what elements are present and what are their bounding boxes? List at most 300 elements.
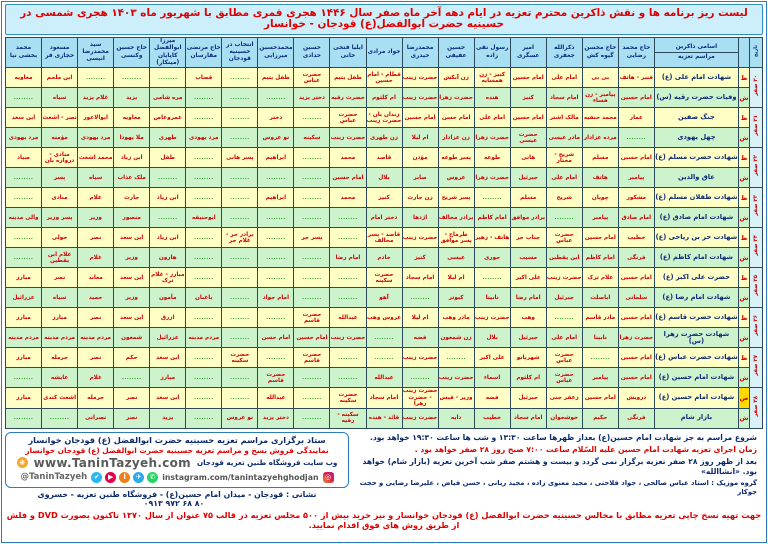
role-cell: اژدها: [402, 208, 438, 228]
role-cell: ........: [294, 388, 330, 408]
role-cell: ابن سعد: [114, 308, 150, 328]
role-cell: ........: [186, 148, 222, 168]
role-cell: حضرت سکینه: [222, 348, 258, 368]
role-cell: مردم مدینه: [78, 328, 114, 348]
role-cell: حضرت زینب: [402, 88, 438, 108]
role-cell: ........: [294, 368, 330, 388]
role-cell: امام رضا: [510, 288, 546, 308]
contact-block: [5, 432, 349, 508]
majlis-title-cell: حضرت علی اکبر (ع): [654, 268, 738, 288]
role-cell: مرد یهودی: [78, 128, 114, 148]
shift-cell: ظ: [738, 188, 749, 208]
role-cell: منصور: [114, 208, 150, 228]
performance-row: [6, 368, 763, 388]
role-cell: یزید: [150, 408, 186, 428]
role-cell: عزرائیل: [6, 288, 42, 308]
role-cell: امام حسین: [582, 228, 618, 248]
role-cell: پسر: [42, 168, 78, 188]
shift-cell: ظ: [738, 68, 749, 88]
role-cell: نو عروس: [258, 128, 294, 148]
organizer-line: ستاد برگزاری مراسم تعزیه حسینیه حضرت ابوالفضل (ع) قودجان خوانسار: [28, 434, 326, 445]
role-cell: عروس وهب: [366, 308, 402, 328]
role-cell: ........: [402, 368, 438, 388]
role-cell: ........: [546, 208, 582, 228]
role-cell: دایه: [438, 408, 474, 428]
role-cell: سیاه: [78, 168, 114, 188]
role-cell: ........: [222, 108, 258, 128]
role-cell: بلال: [366, 168, 402, 188]
agency-line: نمایندگی فروش نسخ و مراسم تعزیه حسینیه حضرت ابوالفضل (ع) قودجان خوانسار: [25, 445, 329, 455]
majlis-title-cell: بازار شام: [654, 408, 738, 428]
role-cell: حکم: [114, 348, 150, 368]
role-cell: ........: [258, 208, 294, 228]
shift-cell: ظ: [738, 108, 749, 128]
role-cell: منادی - دروازه بان: [42, 148, 78, 168]
role-cell: پسر حر: [294, 228, 330, 248]
role-cell: نصر - اشعث: [42, 108, 78, 128]
role-cell: امام حسین: [510, 108, 546, 128]
note-line: بعد از ظهر روز ۲۸ صفر تعزیه برگزار نمی گردد و بیست و هشتم صفر شب آخرین تعزیه (بازار شام) خواهد بود. «انشاالله»: [362, 456, 757, 476]
majlis-title-cell: شهادت حضرت عباس (ع): [654, 348, 738, 368]
note-line: گروه موزیک : استاد عباس صالحی ، جواد فلاحتی ، مجید معنوی زاده ، مجید ربانی ، حسن فیاض ، علیرضا رضایی و حجت جوکار: [359, 478, 757, 496]
role-cell: ابراهیم: [258, 148, 294, 168]
page-title: لیست ریز برنامه ها و نقش ذاکرین محترم تعزیه در ایام دهه آخر ماه صفر سال ۱۴۴۶ هجری قمری مطابق با شهریور ماه ۱۴۰۳ هجری شمسی در حسینیه حضرت ابوالفضل(ع) قودجان - خوانسار: [5, 4, 763, 35]
shift-cell: ص: [738, 388, 749, 408]
role-cell: کنیز: [366, 188, 402, 208]
role-cell: حضرت زینب: [402, 68, 438, 88]
role-cell: ........: [222, 288, 258, 308]
role-cell: وزیر: [78, 208, 114, 228]
role-cell: مبارز: [150, 368, 186, 388]
role-cell: ........: [618, 128, 654, 148]
role-cell: امام حسین: [618, 348, 654, 368]
role-cell: ........: [222, 88, 258, 108]
role-cell: ........: [186, 308, 222, 328]
role-cell: عایشه: [42, 368, 78, 388]
role-cell: حضرت عباس: [546, 348, 582, 368]
role-cell: ابن سعد: [114, 268, 150, 288]
reciter-header-11: محمدحسین میرزایی: [258, 37, 294, 68]
role-cell: امام حسین: [510, 68, 546, 88]
role-cell: ........: [330, 208, 366, 228]
role-cell: حضرت عباس: [294, 68, 330, 88]
role-cell: خوشخوان: [546, 408, 582, 428]
role-cell: ابن زیاد: [150, 228, 186, 248]
role-cell: حضرت قاسم: [294, 348, 330, 368]
role-cell: ابن سعد: [114, 228, 150, 248]
role-cell: مبارز: [6, 388, 42, 408]
role-cell: حضرت زهرا: [474, 168, 510, 188]
role-cell: خطیب: [474, 408, 510, 428]
role-cell: سیاه: [42, 88, 78, 108]
shift-column-header: [738, 37, 749, 68]
reciter-header-15: حاج حسین وکنسی: [114, 37, 150, 68]
reciter-header-8: جواد مرادی: [366, 37, 402, 68]
role-cell: عمروعاص: [150, 108, 186, 128]
role-cell: ........: [294, 288, 330, 308]
role-cell: سلمانی: [618, 288, 654, 308]
role-cell: امام علی: [546, 328, 582, 348]
shift-cell: ش: [738, 408, 749, 428]
role-cell: ........: [222, 68, 258, 88]
role-cell: عبدالله: [366, 368, 402, 388]
role-cell: معاند: [78, 268, 114, 288]
role-cell: ازرق: [150, 308, 186, 328]
role-cell: سکینه - رقیه: [330, 408, 366, 428]
role-cell: محمد: [330, 188, 366, 208]
role-cell: طرماح - پسر موافق: [438, 228, 474, 248]
role-cell: پیامبر: [618, 168, 654, 188]
role-cell: فرنگی: [618, 408, 654, 428]
role-cell: جبرئیل: [510, 388, 546, 408]
role-cell: امام حسین: [618, 88, 654, 108]
date-cell: ۲۶ صفر: [749, 308, 762, 348]
role-cell: نابینا: [582, 328, 618, 348]
role-cell: حضرت زینب: [438, 368, 474, 388]
performance-row: [6, 248, 763, 268]
role-cell: ........: [258, 248, 294, 268]
role-cell: ........: [150, 168, 186, 188]
role-cell: نصر: [114, 388, 150, 408]
role-cell: امام جواد: [258, 288, 294, 308]
role-cell: ........: [258, 168, 294, 188]
role-cell: عزرائیل: [150, 328, 186, 348]
role-cell: ........: [222, 128, 258, 148]
role-cell: حضرت رقیه: [330, 88, 366, 108]
role-cell: کنیز: [510, 88, 546, 108]
role-cell: کنیز: [402, 248, 438, 268]
shift-cell: ش: [738, 368, 749, 388]
role-cell: ........: [258, 348, 294, 368]
social-handle: @TaninTazyeh: [20, 472, 88, 483]
role-cell: ........: [438, 348, 474, 368]
role-cell: پسر طوعه: [438, 148, 474, 168]
role-cell: حضرت زینب: [402, 408, 438, 428]
role-cell: غلام ترک: [582, 268, 618, 288]
role-cell: حضرت سکینه: [366, 268, 402, 288]
role-cell: مرد یهودی: [186, 128, 222, 148]
role-cell: والی مدینه: [6, 208, 42, 228]
role-cell: زن آبکش: [438, 68, 474, 88]
schedule-table: [5, 37, 763, 429]
performance-row: [6, 408, 763, 428]
majlis-title-cell: عاق والدین: [654, 168, 738, 188]
performance-row: [6, 288, 763, 308]
social-icons: [91, 472, 158, 483]
role-cell: مرده عزادار: [582, 128, 618, 148]
role-cell: حضرت زهرا: [474, 128, 510, 148]
reciter-header-9: ایلیا فتحی خانی: [330, 37, 366, 68]
role-cell: نصر: [78, 308, 114, 328]
reciter-header-3: ذکرالله جعفری: [546, 37, 582, 68]
phone-number: ۰۹۱۳ ۹۷۲ ۶۸ ۸۰: [143, 498, 205, 508]
reciter-header-12: انتخاب در حسینیه قودجان: [222, 37, 258, 68]
role-cell: ام لیلا: [402, 308, 438, 328]
reciter-header-16: سید محمدرضا انیسی: [78, 37, 114, 68]
role-cell: هانی: [510, 148, 546, 168]
role-cell: حضرت زینب: [330, 328, 366, 348]
role-cell: حضرت زینب: [474, 308, 510, 328]
shift-cell: ش: [738, 88, 749, 108]
role-cell: هنده: [474, 88, 510, 108]
role-cell: درویش: [618, 388, 654, 408]
role-cell: ........: [474, 188, 510, 208]
whatsapp-icon: ✆: [147, 472, 158, 483]
role-cell: ........: [222, 388, 258, 408]
majlis-title-cell: شهادت حر بن ریاحی (ع): [654, 228, 738, 248]
role-cell: ........: [42, 408, 78, 428]
role-cell: محمد: [330, 148, 366, 168]
role-cell: ........: [294, 168, 330, 188]
role-cell: مالک اشتر: [546, 108, 582, 128]
role-cell: کنیز - زن همسایه: [474, 68, 510, 88]
role-cell: وزیر - قیس: [438, 388, 474, 408]
role-cell: مسلم: [582, 148, 618, 168]
role-cell: امام رضا: [330, 248, 366, 268]
role-cell: ........: [294, 108, 330, 128]
role-cell: حرمله: [78, 388, 114, 408]
role-cell: منادی: [42, 188, 78, 208]
role-cell: مسلم: [510, 188, 546, 208]
instagram-url: instagram.com/tanintazyehghodjan: [162, 472, 319, 482]
majlis-title-cell: شهادت طفلان مسلم (ع): [654, 188, 738, 208]
role-cell: نصر: [114, 408, 150, 428]
role-cell: حضرت قاسم: [258, 368, 294, 388]
role-cell: مأمون: [150, 288, 186, 308]
role-cell: مبارز - غلام ترک: [150, 268, 186, 288]
role-cell: زن طهری: [366, 128, 402, 148]
majlis-title-cell: چهل یهودی: [654, 128, 738, 148]
role-cell: قائد - هنده: [366, 408, 402, 428]
schedule-sheet: [1, 1, 767, 543]
role-cell: امام سجاد: [402, 268, 438, 288]
role-cell: ........: [6, 188, 42, 208]
contact-box: [5, 432, 349, 488]
role-cell: نصر: [42, 268, 78, 288]
role-cell: غلام: [78, 368, 114, 388]
role-cell: زعفر جنی: [546, 388, 582, 408]
bale-icon: ✔: [91, 472, 102, 483]
role-cell: سیاه: [42, 288, 78, 308]
role-cell: غلام یزید: [78, 88, 114, 108]
reciter-header-13: حاج مرتضی مقارسان: [186, 37, 222, 68]
role-cell: ........: [294, 208, 330, 228]
role-cell: امام حسین: [402, 108, 438, 128]
role-cell: وهب: [510, 308, 546, 328]
role-cell: ........: [6, 168, 42, 188]
majlis-title-cell: شهادت امام علی (ع): [654, 68, 738, 88]
role-cell: ام کلثوم: [366, 88, 402, 108]
role-cell: ........: [186, 88, 222, 108]
role-cell: ........: [186, 388, 222, 408]
role-cell: ابن سعد: [150, 388, 186, 408]
role-cell: ........: [330, 268, 366, 288]
role-cell: شهربانو: [510, 348, 546, 368]
shift-cell: ظ: [738, 268, 749, 288]
role-cell: بی بی: [582, 68, 618, 88]
role-cell: امام حسین: [618, 268, 654, 288]
role-cell: حضرت زینب: [402, 228, 438, 248]
majlis-title-cell: شهادت امام حسین (ع): [654, 368, 738, 388]
performance-row: [6, 108, 763, 128]
role-cell: آهو: [366, 288, 402, 308]
role-cell: ........: [78, 68, 114, 88]
shift-cell: ش: [738, 128, 749, 148]
role-cell: برادر حر - غلام حر: [222, 228, 258, 248]
role-cell: وزیر: [114, 248, 150, 268]
role-cell: زن حارث: [402, 188, 438, 208]
role-cell: مردم مدینه: [6, 328, 42, 348]
role-cell: نابینا: [474, 288, 510, 308]
majlis-title-cell: وفیات حضرت رقیه (س): [654, 88, 738, 108]
role-cell: فضه: [474, 388, 510, 408]
role-cell: معاویه: [6, 68, 42, 88]
role-cell: قاصد - پسر مخالف: [366, 228, 402, 248]
role-cell: شریح - مختار: [546, 148, 582, 168]
role-cell: وزیر: [114, 288, 150, 308]
role-cell: قاصد: [366, 148, 402, 168]
reciter-header-10: حسین حدادی: [294, 37, 330, 68]
performance-row: [6, 268, 763, 288]
performance-row: [6, 68, 763, 88]
role-cell: ........: [6, 408, 42, 428]
performance-row: [6, 208, 763, 228]
role-cell: بلال: [474, 328, 510, 348]
role-cell: نصر: [78, 348, 114, 368]
table-header-row: [6, 37, 763, 68]
role-cell: نصرانی: [78, 408, 114, 428]
role-cell: امام حسین: [618, 308, 654, 328]
role-cell: اشعث کندی: [42, 388, 78, 408]
role-cell: امام علی: [546, 68, 582, 88]
role-cell: ........: [294, 148, 330, 168]
majlis-title-cell: شهادت امام صادق (ع): [654, 208, 738, 228]
role-cell: ........: [294, 408, 330, 428]
role-cell: حضرت عیسی: [510, 128, 546, 148]
website-line: [9, 456, 345, 470]
shift-cell: ظ: [738, 228, 749, 248]
role-cell: ........: [258, 88, 294, 108]
role-cell: ........: [186, 268, 222, 288]
role-cell: ........: [6, 88, 42, 108]
role-cell: فرنگی: [618, 248, 654, 268]
role-cell: امام سجاد: [366, 388, 402, 408]
role-cell: خادم: [366, 248, 402, 268]
role-cell: ........: [582, 348, 618, 368]
eitaa-icon: ا: [119, 472, 130, 483]
role-cell: ........: [186, 348, 222, 368]
shift-cell: ش: [738, 248, 749, 268]
date-cell: ۲۱ صفر: [749, 108, 762, 148]
role-cell: حضرت زینب - حضرت زهرا: [402, 388, 438, 408]
role-cell: حضرت زینب: [330, 128, 366, 148]
date-cell: ۲۲ صفر: [749, 148, 762, 188]
role-cell: ام کلثوم: [510, 368, 546, 388]
role-cell: حارث: [114, 188, 150, 208]
role-cell: ابوالاعور: [78, 108, 114, 128]
role-cell: ........: [150, 68, 186, 88]
performance-row: [6, 168, 763, 188]
role-cell: حضرت زهرا: [618, 328, 654, 348]
role-cell: ام لیلا: [438, 268, 474, 288]
role-cell: طوعه: [474, 148, 510, 168]
role-cell: مبارز: [6, 268, 42, 288]
role-cell: ملا یهودا: [114, 128, 150, 148]
role-cell: ملک عذاب: [114, 168, 150, 188]
role-cell: چوپان: [582, 188, 618, 208]
performance-row: [6, 348, 763, 368]
role-cell: ........: [330, 288, 366, 308]
date-column-header: تاریخ: [749, 37, 762, 68]
role-cell: حضرت زینب: [402, 348, 438, 368]
role-cell: ........: [186, 228, 222, 248]
role-cell: امام سجاد: [546, 88, 582, 108]
role-cell: حضرت عباس: [330, 108, 366, 128]
date-cell: ۲۰ صفر: [749, 68, 762, 108]
role-cell: ........: [222, 268, 258, 288]
reciter-header-18: محمد بخشی نیا: [6, 37, 42, 68]
role-cell: حضرت قاسم: [294, 308, 330, 328]
date-cell: ۲۴ صفر: [749, 228, 762, 268]
role-cell: دختر: [258, 108, 294, 128]
role-cell: دختر یزید: [294, 88, 330, 108]
role-cell: ابوحنیفه: [186, 208, 222, 228]
role-cell: صیاد: [6, 148, 42, 168]
role-cell: زندان بان - حضرت زینب: [366, 108, 402, 128]
role-cell: ........: [186, 108, 222, 128]
role-cell: مبارز: [42, 308, 78, 328]
aparat-icon: ▶: [105, 472, 116, 483]
role-cell: مبارز: [6, 308, 42, 328]
role-cell: مادر وهب: [438, 308, 474, 328]
role-cell: امام کاظم: [582, 248, 618, 268]
role-cell: پیامبر: [582, 208, 618, 228]
role-cell: ........: [222, 308, 258, 328]
role-cell: جبرئیل: [546, 288, 582, 308]
note-line: شروع مراسم به جز شهادت امام حسین(ع) بعداز ظهرها ساعت ۱۳:۳۰ و شب ها ساعت ۱۹:۳۰ خواهد بود.: [370, 433, 757, 443]
role-cell: مؤذن: [402, 148, 438, 168]
role-cell: ........: [294, 268, 330, 288]
role-cell: ........: [6, 368, 42, 388]
performance-row: [6, 88, 763, 108]
bee-icon: ❋: [17, 457, 28, 468]
role-cell: ........: [258, 268, 294, 288]
role-cell: ........: [222, 248, 258, 268]
role-cell: ........: [186, 188, 222, 208]
reciter-header-4: امیر عسگری: [510, 37, 546, 68]
role-cell: عروس: [438, 168, 474, 188]
date-cell: ۲۵ صفر: [749, 268, 762, 308]
role-cell: ........: [114, 68, 150, 88]
role-cell: امام صادق: [618, 208, 654, 228]
role-cell: ابن ملجم: [42, 68, 78, 88]
role-cell: حضرت زهرا: [438, 88, 474, 108]
role-cell: جبرئیل: [510, 328, 546, 348]
role-cell: مادر قاسم: [582, 308, 618, 328]
role-cell: عبدالله: [258, 388, 294, 408]
corner-header: [654, 37, 738, 68]
role-cell: غلام: [78, 188, 114, 208]
role-cell: برادر مخالف: [438, 208, 474, 228]
role-cell: ........: [222, 168, 258, 188]
role-cell: ........: [114, 368, 150, 388]
role-cell: مردم مدینه: [186, 328, 222, 348]
role-cell: عیسی: [438, 248, 474, 268]
performance-row: [6, 188, 763, 208]
date-cell: ۲۸ صفر: [749, 388, 762, 428]
role-cell: ابن زیاد: [114, 148, 150, 168]
role-cell: عمار: [618, 108, 654, 128]
